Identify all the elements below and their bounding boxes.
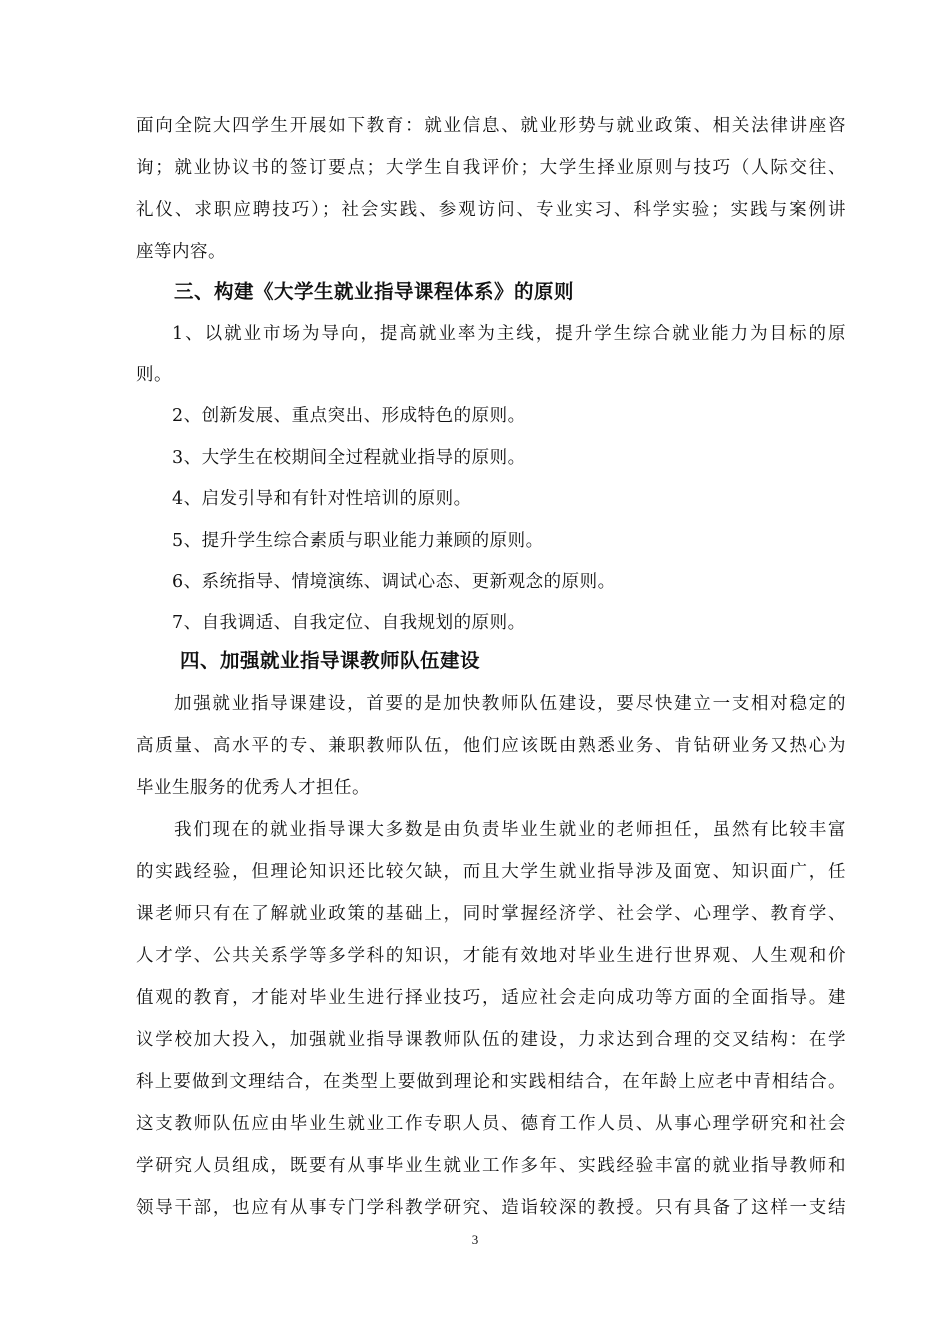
paragraph-line: 的实践经验，但理论知识还比较欠缺，而且大学生就业指导涉及面宽、知识面广，任 bbox=[136, 862, 846, 882]
paragraph-line: 这支教师队伍应由毕业生就业工作专职人员、德育工作人员、从事心理学研究和社会 bbox=[136, 1114, 846, 1134]
principle-item: 2、创新发展、重点突出、形成特色的原则。 bbox=[172, 406, 526, 426]
paragraph-line: 高质量、高水平的专、兼职教师队伍，他们应该既由熟悉业务、肯钻研业务又热心为 bbox=[136, 736, 846, 756]
paragraph-line: 学研究人员组成，既要有从事毕业生就业工作多年、实践经验丰富的就业指导教师和 bbox=[136, 1156, 846, 1176]
page-number: 3 bbox=[471, 1232, 479, 1247]
paragraph-line: 值观的教育，才能对毕业生进行择业技巧，适应社会走向成功等方面的全面指导。建 bbox=[136, 988, 846, 1008]
intro-line: 面向全院大四学生开展如下教育：就业信息、就业形势与就业政策、相关法律讲座咨 bbox=[136, 116, 846, 136]
principle-item: 3、大学生在校期间全过程就业指导的原则。 bbox=[172, 448, 526, 468]
section-3-heading: 三、构建《大学生就业指导课程体系》的原则 bbox=[174, 280, 575, 303]
principle-item: 4、启发引导和有针对性培训的原则。 bbox=[172, 489, 472, 509]
paragraph-line: 我们现在的就业指导课大多数是由负责毕业生就业的老师担任，虽然有比较丰富 bbox=[174, 820, 846, 840]
intro-line: 座等内容。 bbox=[136, 242, 226, 262]
paragraph-line: 加强就业指导课建设，首要的是加快教师队伍建设，要尽快建立一支相对稳定的 bbox=[174, 694, 846, 714]
paragraph-line: 毕业生服务的优秀人才担任。 bbox=[136, 778, 370, 798]
paragraph-line: 课老师只有在了解就业政策的基础上，同时掌握经济学、社会学、心理学、教育学、 bbox=[136, 904, 846, 924]
principle-item: 1、以就业市场为导向，提高就业率为主线，提升学生综合就业能力为目标的原 bbox=[172, 324, 846, 344]
intro-line: 询；就业协议书的签订要点；大学生自我评价；大学生择业原则与技巧（人际交往、 bbox=[136, 158, 846, 178]
paragraph-line: 科上要做到文理结合，在类型上要做到理论和实践相结合，在年龄上应老中青相结合。 bbox=[136, 1072, 846, 1092]
paragraph-line: 人才学、公共关系学等多学科的知识，才能有效地对毕业生进行世界观、人生观和价 bbox=[136, 946, 846, 966]
principle-item: 7、自我调适、自我定位、自我规划的原则。 bbox=[172, 613, 526, 633]
principle-item: 5、提升学生综合素质与职业能力兼顾的原则。 bbox=[172, 531, 544, 551]
section-4-heading: 四、加强就业指导课教师队伍建设 bbox=[180, 649, 481, 672]
intro-line: 礼仪、求职应聘技巧）；社会实践、参观访问、专业实习、科学实验；实践与案例讲 bbox=[136, 200, 846, 220]
principle-item: 6、系统指导、情境演练、调试心态、更新观念的原则。 bbox=[172, 572, 616, 592]
principle-item: 则。 bbox=[136, 365, 172, 385]
paragraph-line: 议学校加大投入，加强就业指导课教师队伍的建设，力求达到合理的交叉结构：在学 bbox=[136, 1030, 846, 1050]
paragraph-line: 领导干部，也应有从事专门学科教学研究、造诣较深的教授。只有具备了这样一支结 bbox=[136, 1198, 846, 1218]
